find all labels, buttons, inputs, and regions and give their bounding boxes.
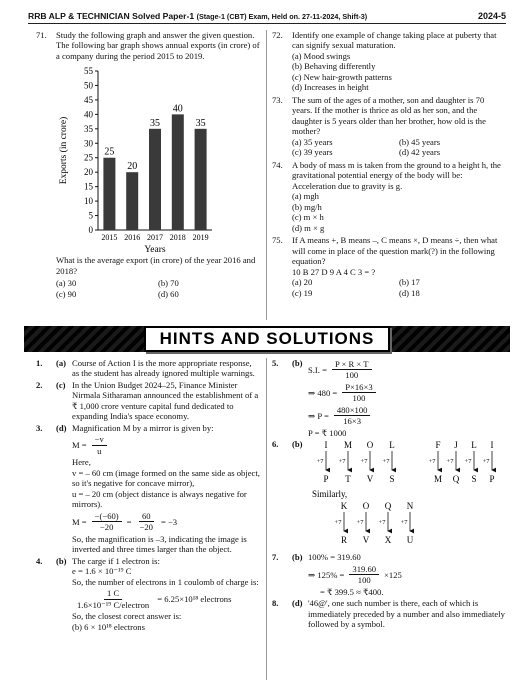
letter: V xyxy=(362,535,370,546)
step-label: +7 xyxy=(334,519,342,527)
bar xyxy=(126,173,138,231)
solution-4: 4. (b) The carge if 1 electron is: e = 1.6 × 10⁻¹⁹ C So, the number of electrons in 1 coulomb of charge is: $\frac{1 C}{\text{1.6×10⁻¹⁹ C/electron}}$ = 6.25×10¹⁸ electrons So, the closest corect answer is: (b) 6 × 10¹⁸ electrons xyxy=(36,555,259,632)
solution-2: 2. (c) In the Union Budget 2024–25, Finance Minister Nirmala Sitharaman announced the establishment of a ₹ 1,000 crore venture capital fund dedicated to expanding India's space economy. xyxy=(36,379,259,422)
question-equation: 10 B 27 D 9 A 4 C 3 = ? xyxy=(292,266,376,277)
magnification-calc: M = $\frac{-(-60)}{-20}$ = $\frac{60}{-20}$ = −3 xyxy=(72,510,178,533)
question-71-prompt: What is the average export (in crore) of the year 2016 and 2018? xyxy=(56,255,256,276)
option[interactable]: (a) mgh xyxy=(292,191,319,202)
solution-8: 8. (d) '46@', one such number is there, each of which is immediately preceded by a number and also immediately followed by a symbol. xyxy=(272,598,505,630)
option[interactable]: (a) 35 years xyxy=(292,136,333,147)
option[interactable]: (d) Increases in height xyxy=(292,82,369,93)
question-72: 72. Identify one example of change taking place at puberty that can signify sexual maturation. (a) Mood swings (b) Behaving differently (c) New hair-growth patterns (d) Increases in height xyxy=(272,30,506,93)
letter: K xyxy=(340,501,348,512)
magnification-formula: M = $\frac{-v}{u}$ xyxy=(72,434,260,456)
option[interactable]: (c) 90 xyxy=(56,288,77,299)
step-label: +7 xyxy=(428,458,436,466)
letter: P xyxy=(323,474,329,485)
solution-6: 6. (b) I +7 P M +7 T O +7 V L +7 S F +7 M J +7 Q L +7 S I +7 P Similarly, K +7 R O +7 V Q +7 X N +7 U xyxy=(272,439,506,551)
option[interactable]: (b) 70 xyxy=(158,278,179,289)
x-tick-label: 2019 xyxy=(192,233,209,243)
letter: N xyxy=(406,501,414,512)
data-label: 35 xyxy=(195,118,206,130)
letter: S xyxy=(389,474,395,485)
y-tick-label: 30 xyxy=(84,138,93,149)
option[interactable]: (b) mg/h xyxy=(292,201,322,212)
question-text: Identify one example of change taking place at puberty that can signify sexual maturation. xyxy=(292,30,497,51)
y-axis-label: Exports (in crore) xyxy=(59,117,69,185)
letter: I xyxy=(490,440,494,451)
option[interactable]: (b) Behaving differently xyxy=(292,61,376,72)
x-tick-label: 2018 xyxy=(169,233,186,243)
bar xyxy=(172,115,184,231)
letter: X xyxy=(384,535,392,546)
question-text: A body of mass m is taken from the ground to a height h, the gravitational potential energy of the body will be: Acceleration due to gravity is g. xyxy=(292,159,501,191)
letter: O xyxy=(366,440,374,451)
y-tick-label: 5 xyxy=(88,210,93,221)
option[interactable]: (d) 18 xyxy=(399,287,420,298)
bar xyxy=(149,129,161,230)
question-71 xyxy=(36,30,260,301)
solution-3: 3. (d) Magnification M by a mirror is given by: M = $\frac{-v}{u}$ Here, v = – 60 cm (image formed on the same side as object, so it's negative for concave mirror), u = – 20 cm (object distance is always negative for mirrors). M = $\frac{-(-60)}{-20}$ = $\frac{60}{-20}$ = −3 So, the magnification is –3, indicating the image is inverted and three times larger than the object. xyxy=(36,422,260,555)
question-75: 75. If A means +, B means –, C means ×, D means ÷, then what will come in place of the question mark(?) in the following equation? 10 B 27 D 9 A 4 C 3 = ? (a) 20 (b) 17 (c) 19 (d) 18 xyxy=(272,235,506,298)
x-tick-label: 2016 xyxy=(124,233,141,243)
letter: Q xyxy=(384,501,392,512)
step-label: +7 xyxy=(356,519,364,527)
option[interactable]: (c) m × h xyxy=(292,212,324,223)
step-label: +7 xyxy=(316,458,324,466)
y-tick-label: 25 xyxy=(84,153,93,164)
step-label: +7 xyxy=(378,519,386,527)
y-tick-label: 10 xyxy=(84,196,93,207)
y-tick-label: 40 xyxy=(84,109,93,120)
data-label: 25 xyxy=(104,147,115,159)
letter: P xyxy=(489,474,495,485)
page-header xyxy=(28,10,506,24)
y-tick-label: 45 xyxy=(84,95,93,106)
letter: L xyxy=(389,440,395,451)
letter-series-diagram xyxy=(308,439,506,551)
letter: R xyxy=(340,535,348,546)
step-label: +7 xyxy=(360,458,368,466)
data-label: 40 xyxy=(172,103,183,115)
page-number: 2024-5 xyxy=(477,11,506,22)
y-tick-label: 20 xyxy=(84,167,93,178)
step-label: +7 xyxy=(482,458,490,466)
questions-72-75 xyxy=(272,30,506,300)
step-label: +7 xyxy=(338,458,346,466)
letter: O xyxy=(362,501,370,512)
question-text: Study the following graph and answer the given question. The following bar graph shows annual exports (in crore) of a company during the period 2015 to 2019. xyxy=(56,30,260,61)
hints-banner xyxy=(24,326,510,352)
solution-7: 7. (b) 100% = 319.60 ⇒ 125% = $\frac{319.60}{100}$ ×125 = ₹ 399.5 ≈ ₹400. xyxy=(272,552,402,597)
option[interactable]: (b) 17 xyxy=(399,277,420,288)
solutions-right xyxy=(272,358,506,631)
bar-chart xyxy=(36,63,260,253)
question-73: 73. The sum of the ages of a mother, son and daughter is 70 years. If the mother is thrice as old as her son, and the daughter is 5 years older than her brother, how old is the mother? (a) 35 years (b) 45 years (c) 39 years (d) 42 years xyxy=(272,95,506,158)
option[interactable]: (b) 45 years xyxy=(399,136,441,147)
question-number: 71. xyxy=(36,30,47,40)
letter: S xyxy=(471,474,477,485)
option[interactable]: (a) 30 xyxy=(56,278,77,289)
letter: J xyxy=(454,440,458,451)
letter: F xyxy=(435,440,441,451)
bar xyxy=(103,158,115,230)
question-text: The sum of the ages of a mother, son and daughter is 70 years. If the mother is thrice as old as her son, and the daughter is 5 years older than her brother, how old is the mother? xyxy=(292,94,486,137)
step-label: +7 xyxy=(464,458,472,466)
y-tick-label: 15 xyxy=(84,182,93,193)
bar xyxy=(195,129,207,230)
option[interactable]: (c) 39 years xyxy=(292,147,333,158)
data-label: 20 xyxy=(127,161,138,173)
question-74: 74. A body of mass m is taken from the ground to a height h, the gravitational potential energy of the body will be: Acceleration due to gravity is g. (a) mgh (b) mg/h (c) m × h (d) m × g xyxy=(272,160,506,233)
y-tick-label: 0 xyxy=(88,225,93,236)
question-71-options xyxy=(56,278,260,299)
option[interactable]: (c) New hair-growth patterns xyxy=(292,71,392,82)
option[interactable]: (a) 20 xyxy=(292,277,313,288)
data-label: 35 xyxy=(150,118,160,130)
x-tick-label: 2017 xyxy=(147,233,163,243)
solution-5: 5. (b) S.I. = $\frac{P \times R \times T}{100}$ ⇒ 480 = $\frac{P\times 16\times 3}{100}$ ⇒ P = $\frac{480\times 100}{16\times 3}$ P = ₹ 1000 xyxy=(272,358,506,438)
letter: Q xyxy=(452,474,460,485)
solutions-left xyxy=(36,358,260,633)
option[interactable]: (d) 60 xyxy=(158,288,179,299)
column-divider xyxy=(266,30,267,320)
similarly-label: Similarly, xyxy=(312,489,348,500)
letter: I xyxy=(324,440,328,451)
column-divider xyxy=(266,358,267,680)
y-tick-label: 35 xyxy=(84,124,93,135)
step-label: +7 xyxy=(446,458,454,466)
letter: M xyxy=(433,474,443,485)
letter: V xyxy=(366,474,374,485)
step-label: +7 xyxy=(400,519,408,527)
banner-title: HINTS AND SOLUTIONS xyxy=(144,326,391,353)
y-tick-label: 50 xyxy=(84,80,93,91)
x-axis-label: Years xyxy=(144,245,166,254)
option[interactable]: (d) 42 years xyxy=(399,147,441,158)
solution-1: 1. (a) Course of Action I is the more appropriate response, as the student has already ignored multiple warnings. xyxy=(36,358,255,379)
option[interactable]: (d) m × g xyxy=(292,222,325,233)
x-tick-label: 2015 xyxy=(101,233,118,243)
letter: M xyxy=(343,440,353,451)
electron-count-formula: $\frac{1 C}{\text{1.6×10⁻¹⁹ C/electron}}$ = 6.25×10¹⁸ electrons xyxy=(77,588,232,610)
header-title: RRB ALP & TECHNICIAN Solved Paper-1 (Stage-1 (CBT) Exam, Held on. 27-11-2024, Shift-3) xyxy=(28,11,368,22)
option[interactable]: (a) Mood swings xyxy=(292,50,351,61)
option[interactable]: (c) 19 xyxy=(292,287,313,298)
step-label: +7 xyxy=(382,458,390,466)
letter: L xyxy=(471,440,477,451)
letter: U xyxy=(406,535,414,546)
y-tick-label: 55 xyxy=(84,66,93,77)
question-text: If A means +, B means –, C means ×, D means ÷, then what will come in place of the question mark(?) in the following equation? xyxy=(292,235,498,267)
letter: T xyxy=(345,474,351,485)
